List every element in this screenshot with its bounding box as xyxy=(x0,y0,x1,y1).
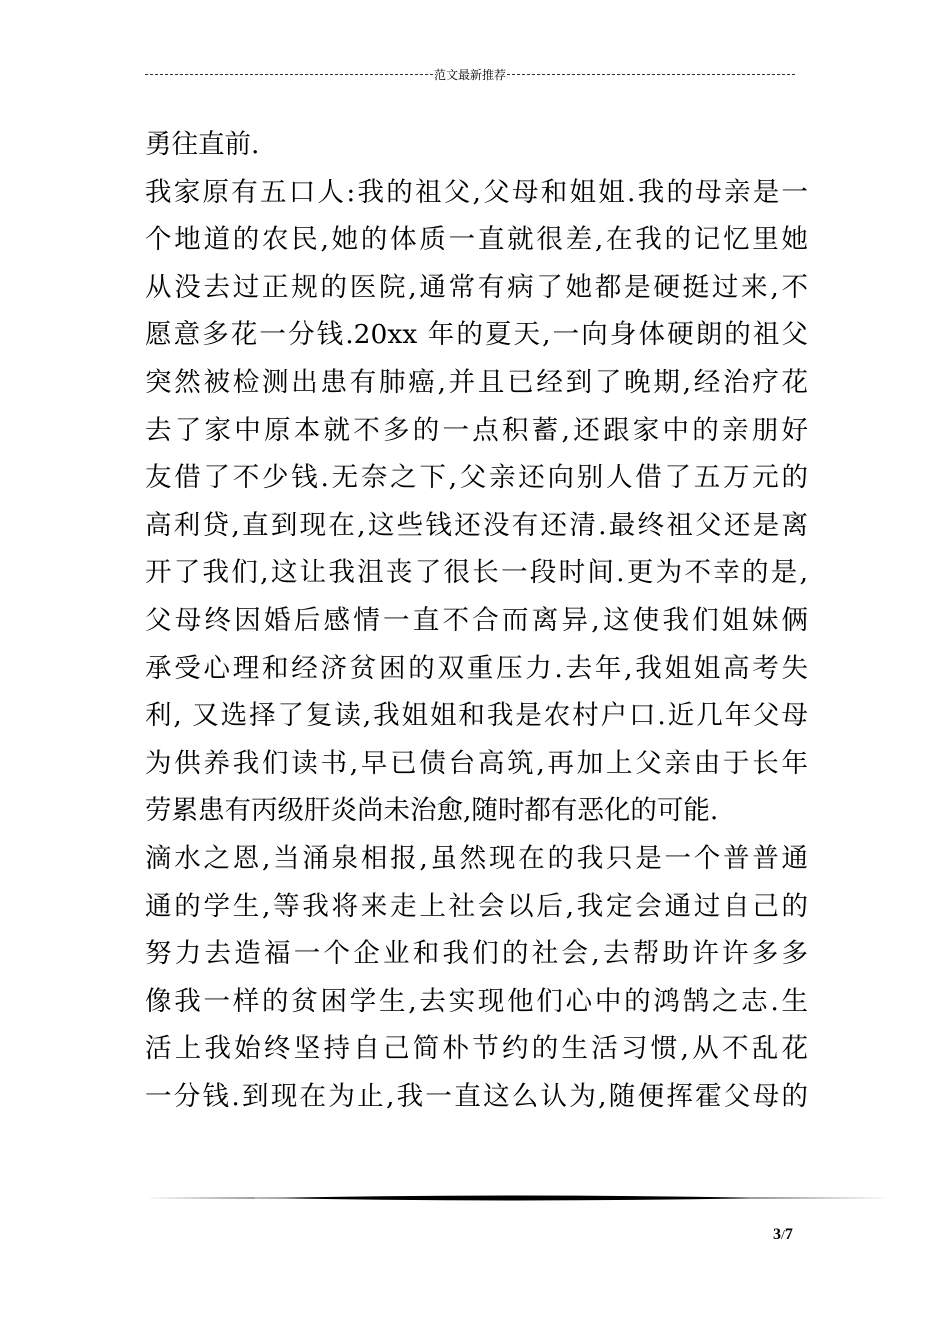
page-current: 3 xyxy=(773,1226,781,1243)
text-line: 努力去造福一个企业和我们的社会,去帮助许许多多 xyxy=(145,938,808,970)
text-line: 友借了不少钱.无奈之下,父亲还向别人借了五万元的 xyxy=(145,462,808,494)
header-rule-right xyxy=(507,74,795,75)
text-line: 个地道的农民,她的体质一直就很差,在我的记忆里她 xyxy=(145,224,808,256)
page-total: 7 xyxy=(784,1226,793,1243)
text-line: 突然被检测出患有肺癌,并且已经到了晚期,经治疗花 xyxy=(145,366,808,398)
footer-rule xyxy=(145,1193,890,1203)
text-line: 一分钱.到现在为止,我一直这么认为,随便挥霍父母的 xyxy=(145,1080,808,1112)
document-body xyxy=(145,121,808,1120)
text-line: 愿意多花一分钱.20xx 年的夏天,一向身体硬朗的祖父 xyxy=(145,319,808,351)
text-line: 承受心理和经济贫困的双重压力.去年,我姐姐高考失 xyxy=(145,652,808,684)
text-line: 劳累患有丙级肝炎尚未治愈,随时都有恶化的可能. xyxy=(145,795,719,827)
page-number xyxy=(773,1226,793,1244)
text-line: 我家原有五口人:我的祖父,父母和姐姐.我的母亲是一 xyxy=(145,176,808,208)
text-line: 活上我始终坚持自己简朴节约的生活习惯,从不乱花 xyxy=(145,1033,808,1065)
text-line: 勇往直前. xyxy=(145,129,260,160)
page-separator: / xyxy=(781,1228,785,1243)
text-line: 利, 又选择了复读,我姐姐和我是农村户口.近几年父母 xyxy=(145,700,808,732)
text-line: 从没去过正规的医院,通常有病了她都是硬挺过来,不 xyxy=(145,271,808,303)
text-line: 通的学生,等我将来走上社会以后,我定会通过自己的 xyxy=(145,890,808,922)
text-line: 父母终因婚后感情一直不合而离异,这使我们姐妹俩 xyxy=(145,604,808,636)
header-rule-left xyxy=(145,74,433,75)
text-line: 高利贷,直到现在,这些钱还没有还清.最终祖父还是离 xyxy=(145,509,808,541)
text-line: 为供养我们读书,早已债台高筑,再加上父亲由于长年 xyxy=(145,747,808,779)
text-line: 滴水之恩,当涌泉相报,虽然现在的我只是一个普普通 xyxy=(145,842,808,874)
header-label: 范文最新推荐 xyxy=(434,68,507,82)
text-line: 像我一样的贫困学生,去实现他们心中的鸿鹄之志.生 xyxy=(145,985,808,1017)
page-header xyxy=(145,66,795,83)
text-line: 开了我们,这让我沮丧了很长一段时间.更为不幸的是, xyxy=(145,557,808,589)
text-line: 去了家中原本就不多的一点积蓄,还跟家中的亲朋好 xyxy=(145,414,808,446)
